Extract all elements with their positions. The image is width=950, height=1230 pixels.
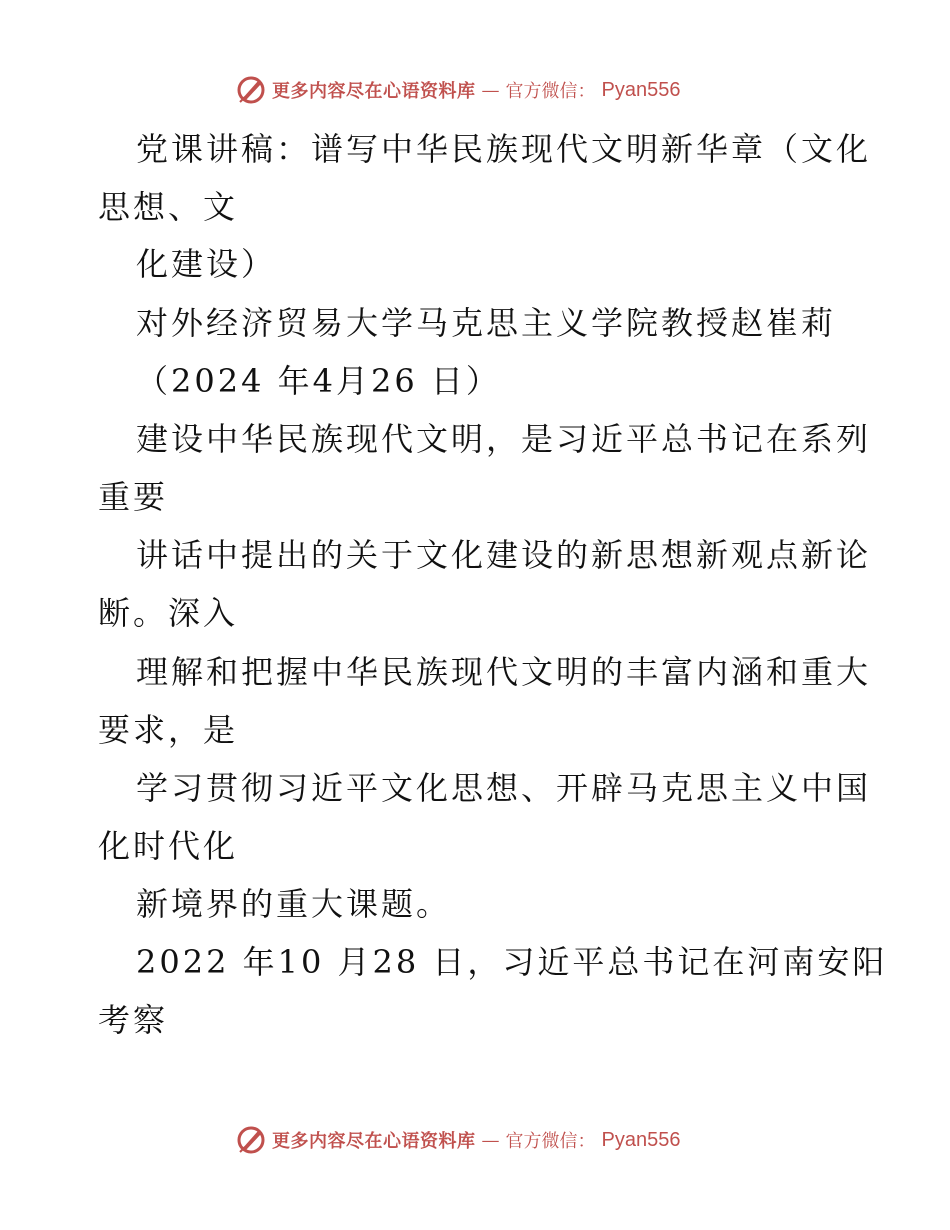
text-line: 考察 — [98, 1001, 169, 1039]
text-line: 化时代化 — [98, 827, 239, 865]
text-line: 建设中华民族现代文明，是习近平总书记在系列 — [136, 420, 872, 458]
watermark-dash: — — [481, 79, 500, 101]
watermark-wechat-id: Pyan556 — [601, 1128, 681, 1151]
text-line: （2024 年4月26 日） — [136, 362, 501, 400]
text-line: 学习贯彻习近平文化思想、开辟马克思主义中国 — [136, 769, 872, 807]
text-line: 新境界的重大课题。 — [136, 885, 452, 923]
watermark-wechat-label: 官方微信： — [505, 1131, 596, 1152]
text-line: 断。深入 — [98, 594, 239, 632]
text-line: 讲话中提出的关于文化建设的新思想新观点新论 — [136, 536, 872, 574]
quill-seal-icon — [236, 1125, 266, 1155]
text-line: 思想、文 — [98, 188, 239, 226]
text-line: 2022 年10 月28 日，习近平总书记在河南安阳 — [136, 943, 888, 981]
watermark-text: 更多内容尽在心语资料库 — [272, 81, 476, 102]
watermark-dash: — — [481, 1129, 500, 1151]
text-line: 对外经济贸易大学马克思主义学院教授赵崔莉 — [136, 304, 837, 342]
watermark-footer — [236, 1123, 756, 1157]
text-line: 重要 — [98, 478, 169, 516]
text-line: 党课讲稿：谱写中华民族现代文明新华章（文化 — [136, 130, 872, 168]
watermark-wechat-id: Pyan556 — [601, 78, 681, 101]
text-line: 要求，是 — [98, 711, 239, 749]
watermark-text: 更多内容尽在心语资料库 — [272, 1131, 476, 1152]
text-line: 理解和把握中华民族现代文明的丰富内涵和重大 — [136, 653, 872, 691]
watermark-wechat-label: 官方微信： — [505, 81, 596, 102]
text-line: 化建设） — [136, 245, 277, 283]
